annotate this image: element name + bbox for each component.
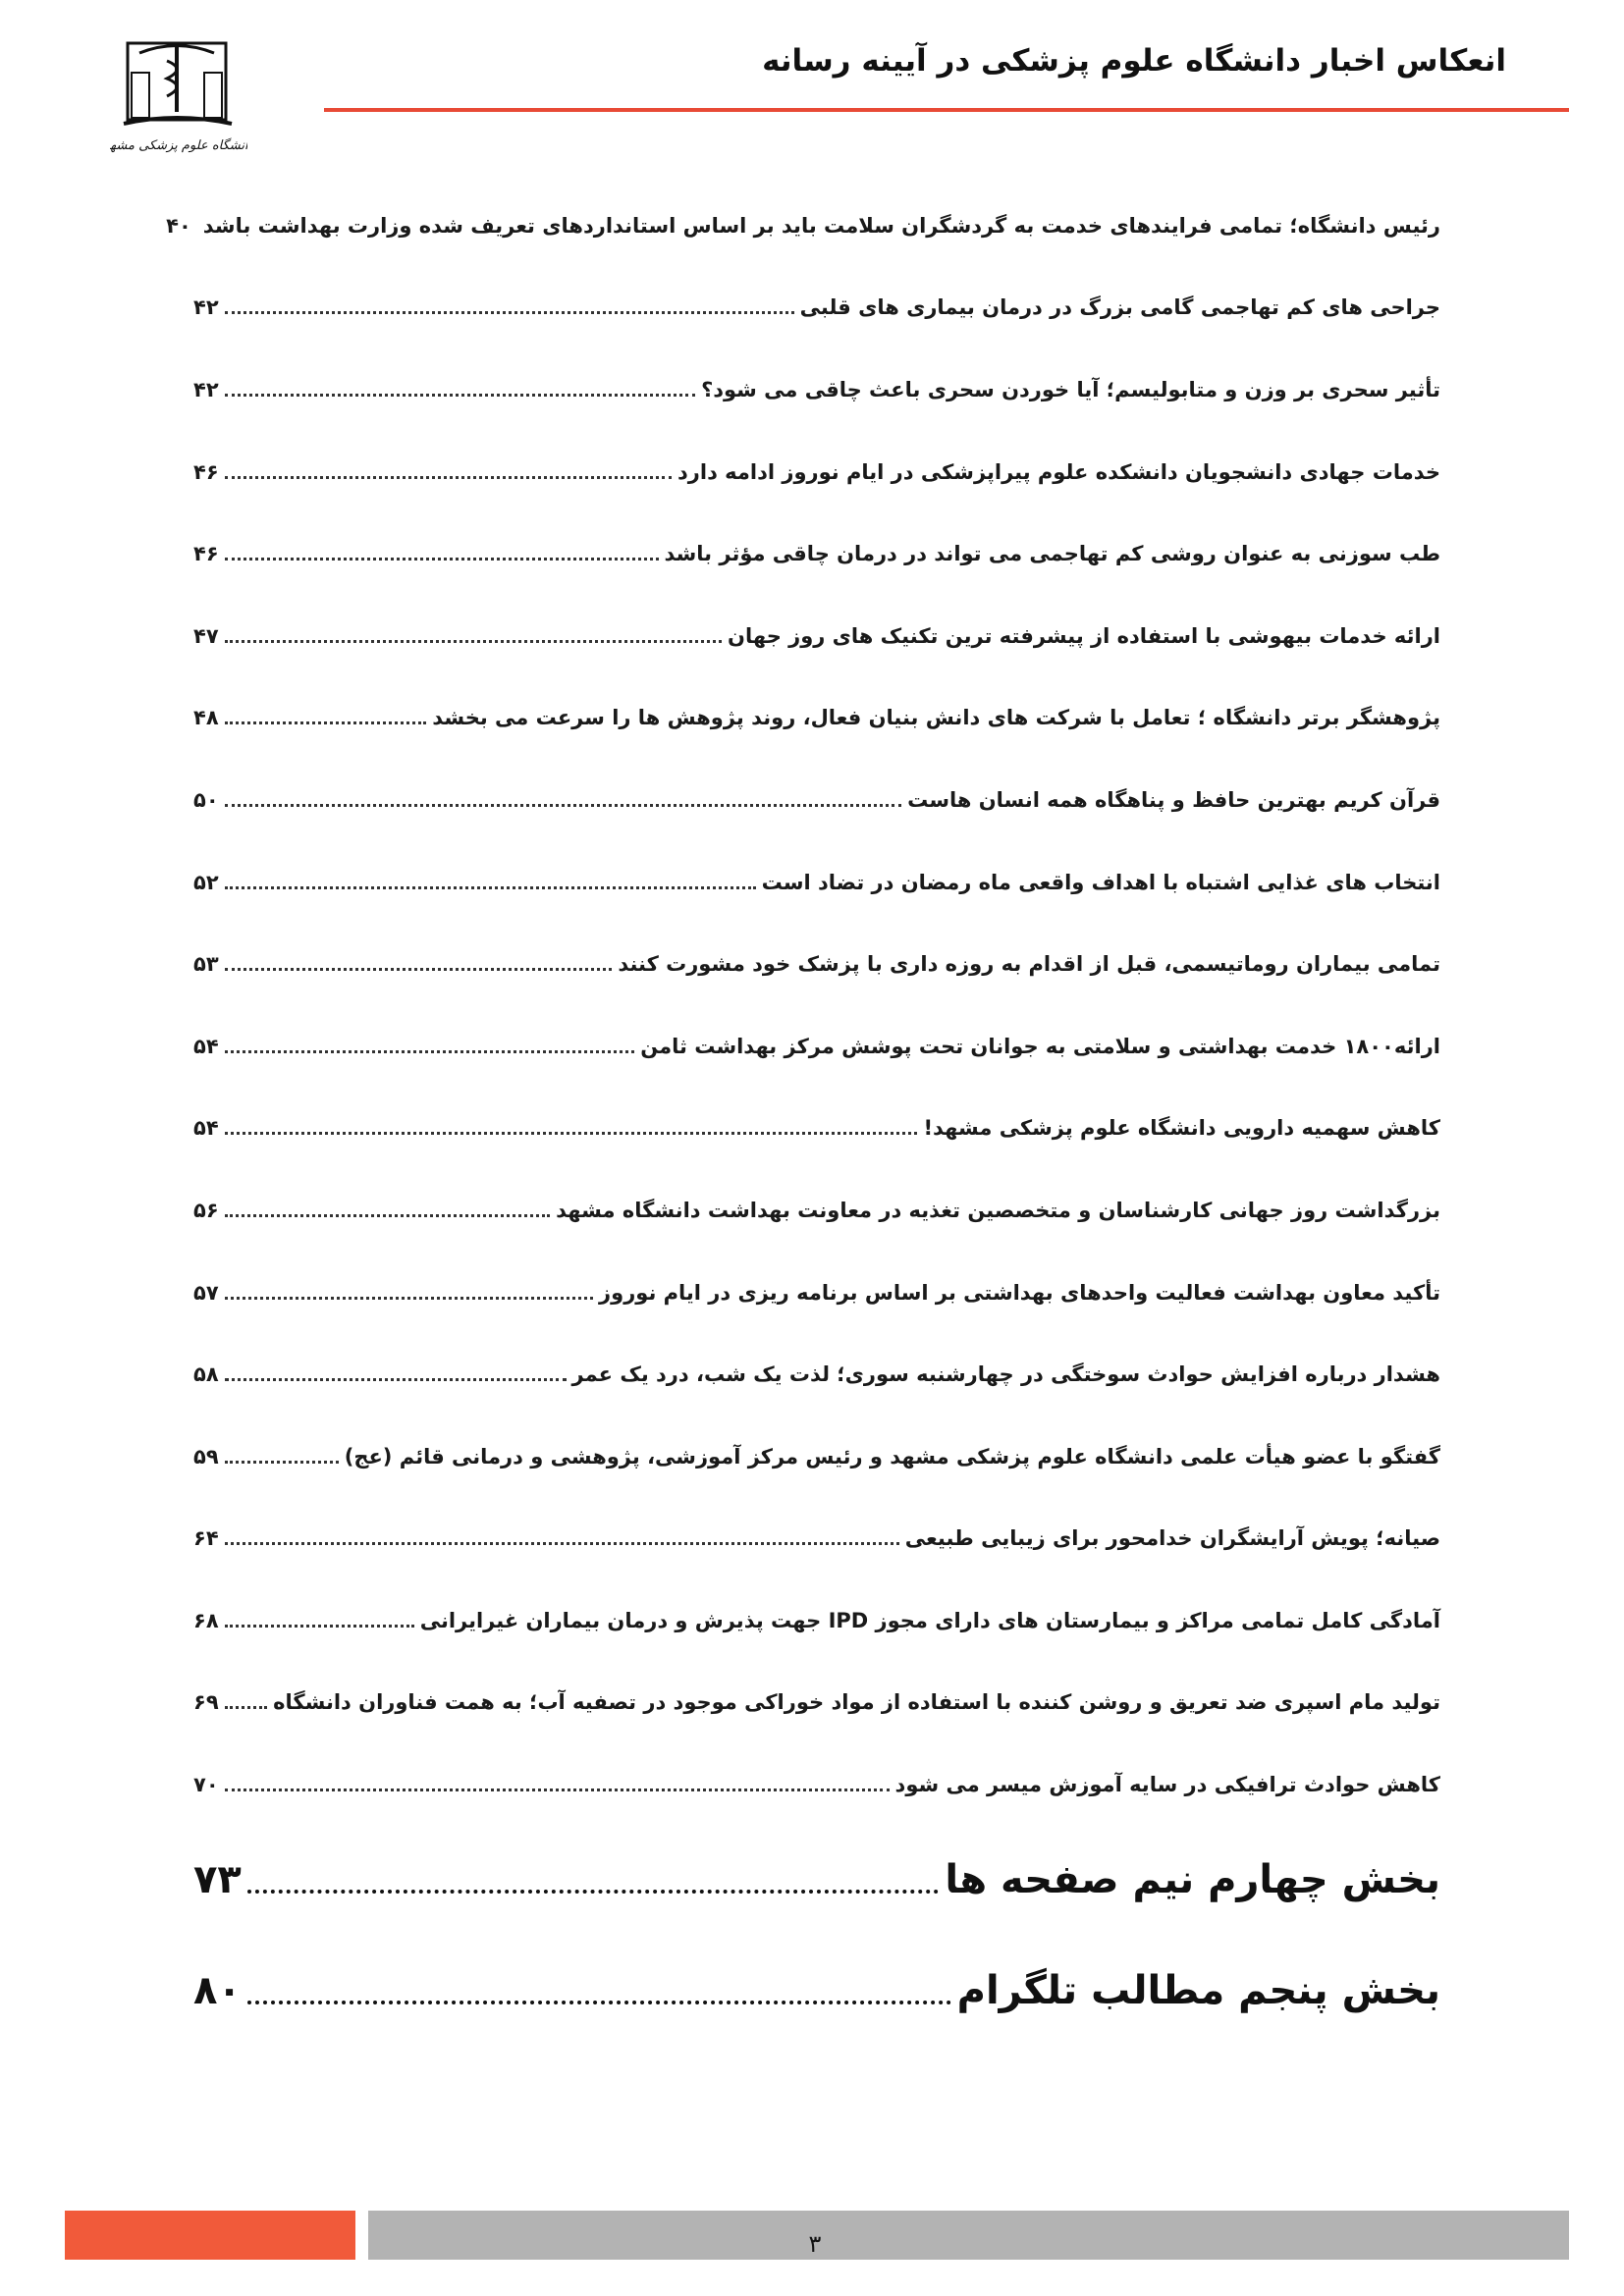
toc-entry-title: آمادگی کامل تمامی مراکز و بیمارستان های دارای مجوز IPD جهت پذیرش و درمان بیماران غیرایرانی <box>419 1608 1440 1632</box>
toc-entry-title: کاهش حوادث ترافیکی در سایه آموزش میسر می شود <box>894 1773 1440 1797</box>
toc-entry-title: تولید مام اسپری ضد تعریق و روشن کننده با استفاده از مواد خوراکی موجود در تصفیه آب؛ به همت فناوران دانشگاه <box>273 1690 1440 1715</box>
toc-leader-dots <box>225 639 722 643</box>
footer-gray-bar <box>368 2211 1569 2260</box>
toc-leader-dots <box>225 967 613 971</box>
section-heading-half-pages[interactable] <box>193 1845 1440 1914</box>
toc-leader-dots <box>225 1788 890 1791</box>
toc-entry-page: ۵۰ <box>193 787 219 812</box>
toc-entry-page: ۵۶ <box>193 1198 219 1222</box>
university-logo <box>110 33 247 161</box>
toc-entry-title: جراحی های کم تهاجمی گامی بزرگ در درمان بیماری های قلبی <box>799 295 1440 320</box>
toc-entry-title: قرآن کریم بهترین حافظ و پناهگاه همه انسان هاست <box>907 787 1440 812</box>
toc-entry[interactable] <box>193 677 1440 760</box>
section-leader-dots <box>247 2000 951 2004</box>
toc-entry-page: ۵۲ <box>193 870 219 894</box>
toc-entry-title: ارائه۱۸۰۰ خدمت بهداشتی و سلامتی به جوانان تحت پوشش مرکز بهداشت ثامن <box>640 1034 1440 1058</box>
toc-entry-page: ۴۰ <box>166 213 191 238</box>
toc-entry-page: ۷۰ <box>193 1773 219 1797</box>
toc-entry-title: خدمات جهادی دانشجویان دانشکده علوم پیراپزشکی در ایام نوروز ادامه دارد <box>677 459 1440 484</box>
toc-entry[interactable] <box>193 1579 1440 1662</box>
toc-entry-title: بزرگداشت روز جهانی کارشناسان و متخصصین تغذیه در معاونت بهداشت دانشگاه مشهد <box>556 1198 1440 1222</box>
header-rule <box>324 108 1569 112</box>
toc-entry[interactable] <box>193 1743 1440 1826</box>
toc-leader-dots <box>225 803 901 807</box>
toc-entry-title: تأثیر سحری بر وزن و متابولیسم؛ آیا خوردن سحری باعث چاقی می شود؟ <box>701 377 1440 401</box>
toc-entry[interactable] <box>193 759 1440 841</box>
toc-leader-dots <box>225 393 695 397</box>
toc-entry[interactable] <box>193 595 1440 677</box>
toc-entry[interactable] <box>193 1415 1440 1498</box>
toc-entry-page: ۵۸ <box>193 1362 219 1387</box>
toc-entry[interactable] <box>193 267 1440 349</box>
toc-entry-page: ۵۴ <box>193 1034 219 1058</box>
toc-entry[interactable] <box>193 1333 1440 1415</box>
toc-entry[interactable] <box>193 1498 1440 1580</box>
toc-leader-dots <box>225 1541 899 1545</box>
page-number: ۳ <box>808 2230 822 2258</box>
toc-entry-title: پژوهشگر برتر دانشگاه ؛ تعامل با شرکت های دانش بنیان فعال، روند پژوهش ها را سرعت می بخشد <box>432 706 1440 730</box>
toc-leader-dots <box>225 475 672 479</box>
university-logo-icon <box>110 33 247 161</box>
toc-entry-page: ۶۴ <box>193 1526 219 1551</box>
section-leader-dots <box>247 1889 939 1894</box>
toc-entry[interactable] <box>193 1005 1440 1088</box>
toc-leader-dots <box>225 557 659 561</box>
toc-leader-dots <box>225 1460 339 1464</box>
toc-leader-dots <box>225 1296 593 1300</box>
toc-entry-title: انتخاب های غذایی اشتباه با اهداف واقعی ماه رمضان در تضاد است <box>761 870 1440 894</box>
footer-red-bar <box>65 2211 355 2260</box>
toc-entry-title: تأکید معاون بهداشت فعالیت واحدهای بهداشتی بر اساس برنامه ریزی در ایام نوروز <box>599 1280 1440 1305</box>
toc-leader-dots <box>225 885 756 889</box>
toc-entry[interactable] <box>193 1662 1440 1744</box>
toc-leader-dots <box>225 310 794 314</box>
toc-entry-title: صیانه؛ پویش آرایشگران خدامحور برای زیبایی طبیعی <box>904 1526 1440 1551</box>
section-title: بخش چهارم نیم صفحه ها <box>945 1857 1440 1902</box>
toc-entry-title: ارائه خدمات بیهوشی با استفاده از پیشرفته ترین تکنیک های روز جهان <box>728 623 1440 648</box>
toc-entry[interactable] <box>193 1169 1440 1252</box>
toc-entry-title: رئیس دانشگاه؛ تمامی فرایندهای خدمت به گردشگران سلامت باید بر اساس استانداردهای تعریف شده وزارت بهداشت باشد <box>202 213 1440 238</box>
toc-entry[interactable] <box>193 1088 1440 1170</box>
section-heading-telegram[interactable] <box>193 1956 1440 2025</box>
toc-leader-dots <box>225 721 427 724</box>
toc-entry[interactable] <box>193 1252 1440 1334</box>
toc-leader-dots <box>225 1131 918 1135</box>
toc-entry-title: کاهش سهمیه دارویی دانشگاه علوم پزشکی مشهد! <box>923 1116 1440 1141</box>
toc-leader-dots <box>225 1213 551 1217</box>
toc-entry-page: ۴۸ <box>193 706 219 730</box>
toc-entry-page: ۵۳ <box>193 952 219 977</box>
document-title: انعکاس اخبار دانشگاه علوم پزشکی در آیینه رسانه <box>762 43 1506 79</box>
section-page: ۷۳ <box>193 1857 242 1902</box>
toc-entry-page: ۶۸ <box>193 1608 219 1632</box>
toc-entry-title: طب سوزنی به عنوان روشی کم تهاجمی می تواند در درمان چاقی مؤثر باشد <box>664 542 1440 566</box>
toc-entry-title: گفتگو با عضو هیأت علمی دانشگاه علوم پزشکی مشهد و رئیس مرکز آموزشی، پژوهشی و درمانی قائم (عج) <box>344 1444 1440 1468</box>
toc-entry-page: ۵۷ <box>193 1280 219 1305</box>
toc-entry-page: ۴۲ <box>193 377 219 401</box>
toc-leader-dots <box>225 1377 567 1381</box>
toc-entry[interactable] <box>166 185 1440 267</box>
toc-entry[interactable] <box>193 431 1440 513</box>
toc-entry[interactable] <box>193 841 1440 924</box>
toc-entry[interactable] <box>193 348 1440 431</box>
toc-entry-title: تمامی بیماران روماتیسمی، قبل از اقدام به روزه داری با پزشک خود مشورت کنند <box>618 952 1440 977</box>
toc-entry-page: ۴۶ <box>193 542 219 566</box>
logo-lettering: دانشگاه علوم پزشکی مشهد <box>110 138 247 153</box>
section-title: بخش پنجم مطالب تلگرام <box>956 1968 1440 2013</box>
toc-entry-page: ۶۹ <box>193 1690 219 1715</box>
table-of-contents <box>166 185 1440 1826</box>
toc-leader-dots <box>225 1624 414 1628</box>
toc-leader-dots <box>225 1705 267 1709</box>
toc-entry-page: ۴۶ <box>193 459 219 484</box>
toc-entry[interactable] <box>193 512 1440 595</box>
toc-entry-page: ۴۲ <box>193 295 219 320</box>
toc-entry-title: هشدار درباره افزایش حوادث سوختگی در چهارشنبه سوری؛ لذت یک شب، درد یک عمر <box>571 1362 1440 1387</box>
toc-entry-page: ۵۹ <box>193 1444 219 1468</box>
toc-leader-dots <box>225 1049 635 1053</box>
toc-entry-page: ۴۷ <box>193 623 219 648</box>
toc-entry[interactable] <box>193 923 1440 1005</box>
section-page: ۸۰ <box>193 1968 242 2013</box>
toc-entry-page: ۵۴ <box>193 1116 219 1141</box>
